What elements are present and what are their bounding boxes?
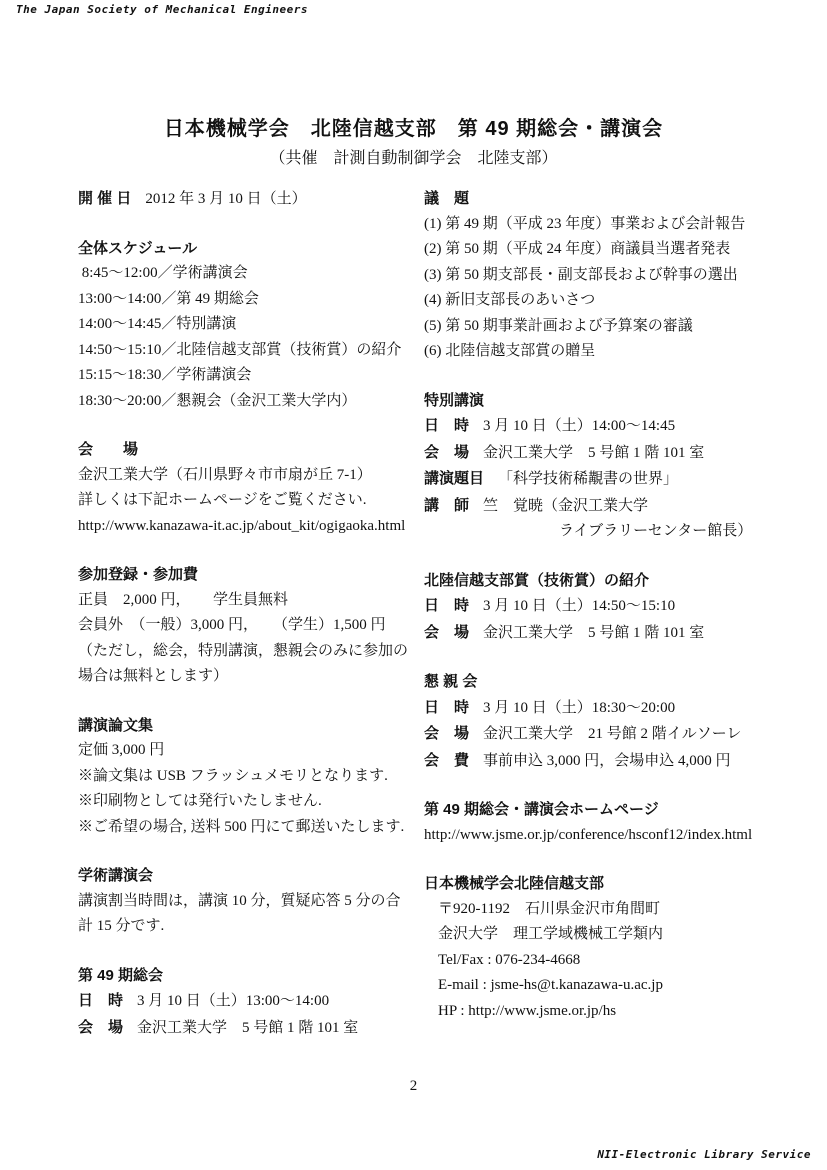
section-date <box>78 186 418 213</box>
row-value: 3 月 10 日（土）14:50〜15:10 <box>483 598 676 614</box>
section-heading: 議 題 <box>424 190 470 207</box>
schedule-item: 14:50〜15:10／北陸信越支部賞（技術賞）の紹介 <box>78 341 402 358</box>
row-label: 講演題目 <box>424 470 485 487</box>
info-row <box>424 620 784 647</box>
row-value: 3 月 10 日（土）13:00〜14:00 <box>137 993 330 1009</box>
info-row <box>424 466 784 493</box>
contact-line: HP : http://www.jsme.or.jp/hs <box>438 1002 617 1019</box>
library-service-footer: NII-Electronic Library Service <box>597 1148 811 1161</box>
agenda-item: (5) 第 50 期事業計画および予算案の審議 <box>424 317 693 334</box>
section-special-lecture <box>424 388 784 545</box>
section-heading: 会 場 <box>78 441 139 458</box>
section-heading: 日本機械学会北陸信越支部 <box>424 875 605 892</box>
agenda-item: (6) 北陸信越支部賞の贈呈 <box>424 343 596 359</box>
row-label: 会 場 <box>424 725 470 742</box>
venue-line: 金沢工業大学（石川県野々市市扇が丘 7-1） <box>78 466 372 483</box>
document-title: 日本機械学会 北陸信越支部 第 49 期総会・講演会 <box>163 118 664 140</box>
row-label: 日 時 <box>78 992 124 1009</box>
info-row <box>78 1015 418 1042</box>
section-heading: 第 49 期総会・講演会ホームページ <box>424 801 659 818</box>
document-subtitle: （共催 計測自動制御学会 北陸支部） <box>269 150 558 167</box>
section-contact <box>424 871 784 1024</box>
row-value: 事前申込 3,000 円，会場申込 4,000 円 <box>483 752 731 769</box>
contact-line: Tel/Fax : 076-234-4668 <box>438 951 581 968</box>
info-row <box>78 988 418 1015</box>
lecture-session-line: 計 15 分です. <box>78 918 165 934</box>
registration-line: 正員 2,000 円， 学生員無料 <box>78 591 289 608</box>
schedule-item: 8:45〜12:00／学術講演会 <box>78 265 248 281</box>
right-column <box>424 186 784 1047</box>
info-row <box>424 748 784 775</box>
row-value: 金沢工業大学 5 号館 1 階 101 室 <box>137 1019 359 1036</box>
row-label: 日 時 <box>424 597 470 614</box>
section-general-meeting <box>78 963 418 1042</box>
row-value: 金沢工業大学 21 号館 2 階イルソーレ <box>483 726 742 742</box>
section-branch-award <box>424 568 784 647</box>
library-watermark: The Japan Society of Mechanical Engineers <box>16 3 309 16</box>
section-heading: 北陸信越支部賞（技術賞）の紹介 <box>424 571 650 589</box>
info-row <box>424 413 784 440</box>
row-value: 金沢工業大学 5 号館 1 階 101 室 <box>483 624 705 641</box>
registration-line: （ただし，総会，特別講演，懇親会のみに参加の <box>78 642 409 659</box>
page-number: 2 <box>409 1078 418 1094</box>
info-row <box>424 593 784 620</box>
info-row <box>424 493 784 520</box>
row-label: 日 時 <box>424 417 470 434</box>
section-lecture-session <box>78 863 418 940</box>
venue-url: http://www.kanazawa-it.ac.jp/about_kit/ogigaoka.html <box>78 517 406 534</box>
row-label: 開 催 日 <box>78 190 132 207</box>
registration-line: 会員外 （一般）3,000 円， （学生）1,500 円 <box>78 617 386 633</box>
contact-line: E-mail : jsme-hs@t.kanazawa-u.ac.jp <box>438 977 663 993</box>
section-heading: 参加登録・参加費 <box>78 566 199 583</box>
row-label: 会 場 <box>424 443 470 461</box>
section-homepage <box>424 797 784 848</box>
lecture-session-line: 講演割当時間は，講演 10 分，質疑応答 5 分の合 <box>78 892 401 909</box>
section-heading: 特別講演 <box>424 391 485 409</box>
row-value: 3 月 10 日（土）18:30〜20:00 <box>483 699 676 716</box>
row-label: 会 場 <box>78 1018 124 1036</box>
agenda-item: (3) 第 50 期支部長・副支部長および幹事の選出 <box>424 266 738 283</box>
agenda-item: (4) 新旧支部長のあいさつ <box>424 292 596 308</box>
speaker-title-continuation: ライブラリーセンター館長） <box>559 523 753 539</box>
schedule-item: 18:30〜20:00／懇親会（金沢工業大学内） <box>78 392 357 409</box>
info-row <box>424 695 784 722</box>
section-heading: 講演論文集 <box>78 716 154 734</box>
homepage-url: http://www.jsme.or.jp/conference/hsconf12/index.html <box>424 826 753 843</box>
registration-line: 場合は無料とします） <box>78 668 229 684</box>
venue-line: 詳しくは下記ホームページをご覧ください. <box>78 492 367 508</box>
info-row <box>424 721 784 748</box>
section-heading: 学術講演会 <box>78 867 154 884</box>
row-label: 会 場 <box>424 623 470 641</box>
section-heading: 全体スケジュール <box>78 239 198 257</box>
info-row <box>78 186 418 213</box>
row-value: 2012 年 3 月 10 日（土） <box>145 191 307 207</box>
row-label: 講 師 <box>424 496 470 514</box>
left-column <box>78 186 418 1064</box>
row-value: 竺 覚暁（金沢工業大学 <box>483 497 649 514</box>
section-banquet <box>424 669 784 774</box>
contact-line: 〒920-1192 石川県金沢市角間町 <box>438 900 660 917</box>
proceedings-line: ※論文集は USB フラッシュメモリとなります. <box>78 767 388 784</box>
section-venue <box>78 437 418 539</box>
schedule-item: 15:15〜18:30／学術講演会 <box>78 367 252 383</box>
section-agenda <box>424 186 784 365</box>
row-label: 会 費 <box>424 751 470 769</box>
info-row <box>424 440 784 467</box>
row-label: 日 時 <box>424 698 470 716</box>
schedule-item: 13:00〜14:00／第 49 期総会 <box>78 290 259 307</box>
row-value: 「科学技術稀覯書の世界」 <box>498 471 679 487</box>
contact-line: 金沢大学 理工学域機械工学類内 <box>438 926 664 942</box>
proceedings-line: 定価 3,000 円 <box>78 742 165 758</box>
schedule-item: 14:00〜14:45／特別講演 <box>78 316 237 332</box>
section-proceedings <box>78 713 418 841</box>
section-registration <box>78 562 418 690</box>
row-value: 金沢工業大学 5 号館 1 階 101 室 <box>483 444 705 461</box>
section-schedule <box>78 236 418 415</box>
proceedings-line: ※印刷物としては発行いたしません. <box>78 793 322 809</box>
agenda-item: (1) 第 49 期（平成 23 年度）事業および会計報告 <box>424 215 746 232</box>
row-value: 3 月 10 日（土）14:00〜14:45 <box>483 418 676 434</box>
section-heading: 第 49 期総会 <box>78 966 164 984</box>
agenda-item: (2) 第 50 期（平成 24 年度）商議員当選者発表 <box>424 241 731 257</box>
proceedings-line: ※ご希望の場合, 送料 500 円にて郵送いたします. <box>78 818 405 835</box>
section-heading: 懇 親 会 <box>424 673 478 690</box>
